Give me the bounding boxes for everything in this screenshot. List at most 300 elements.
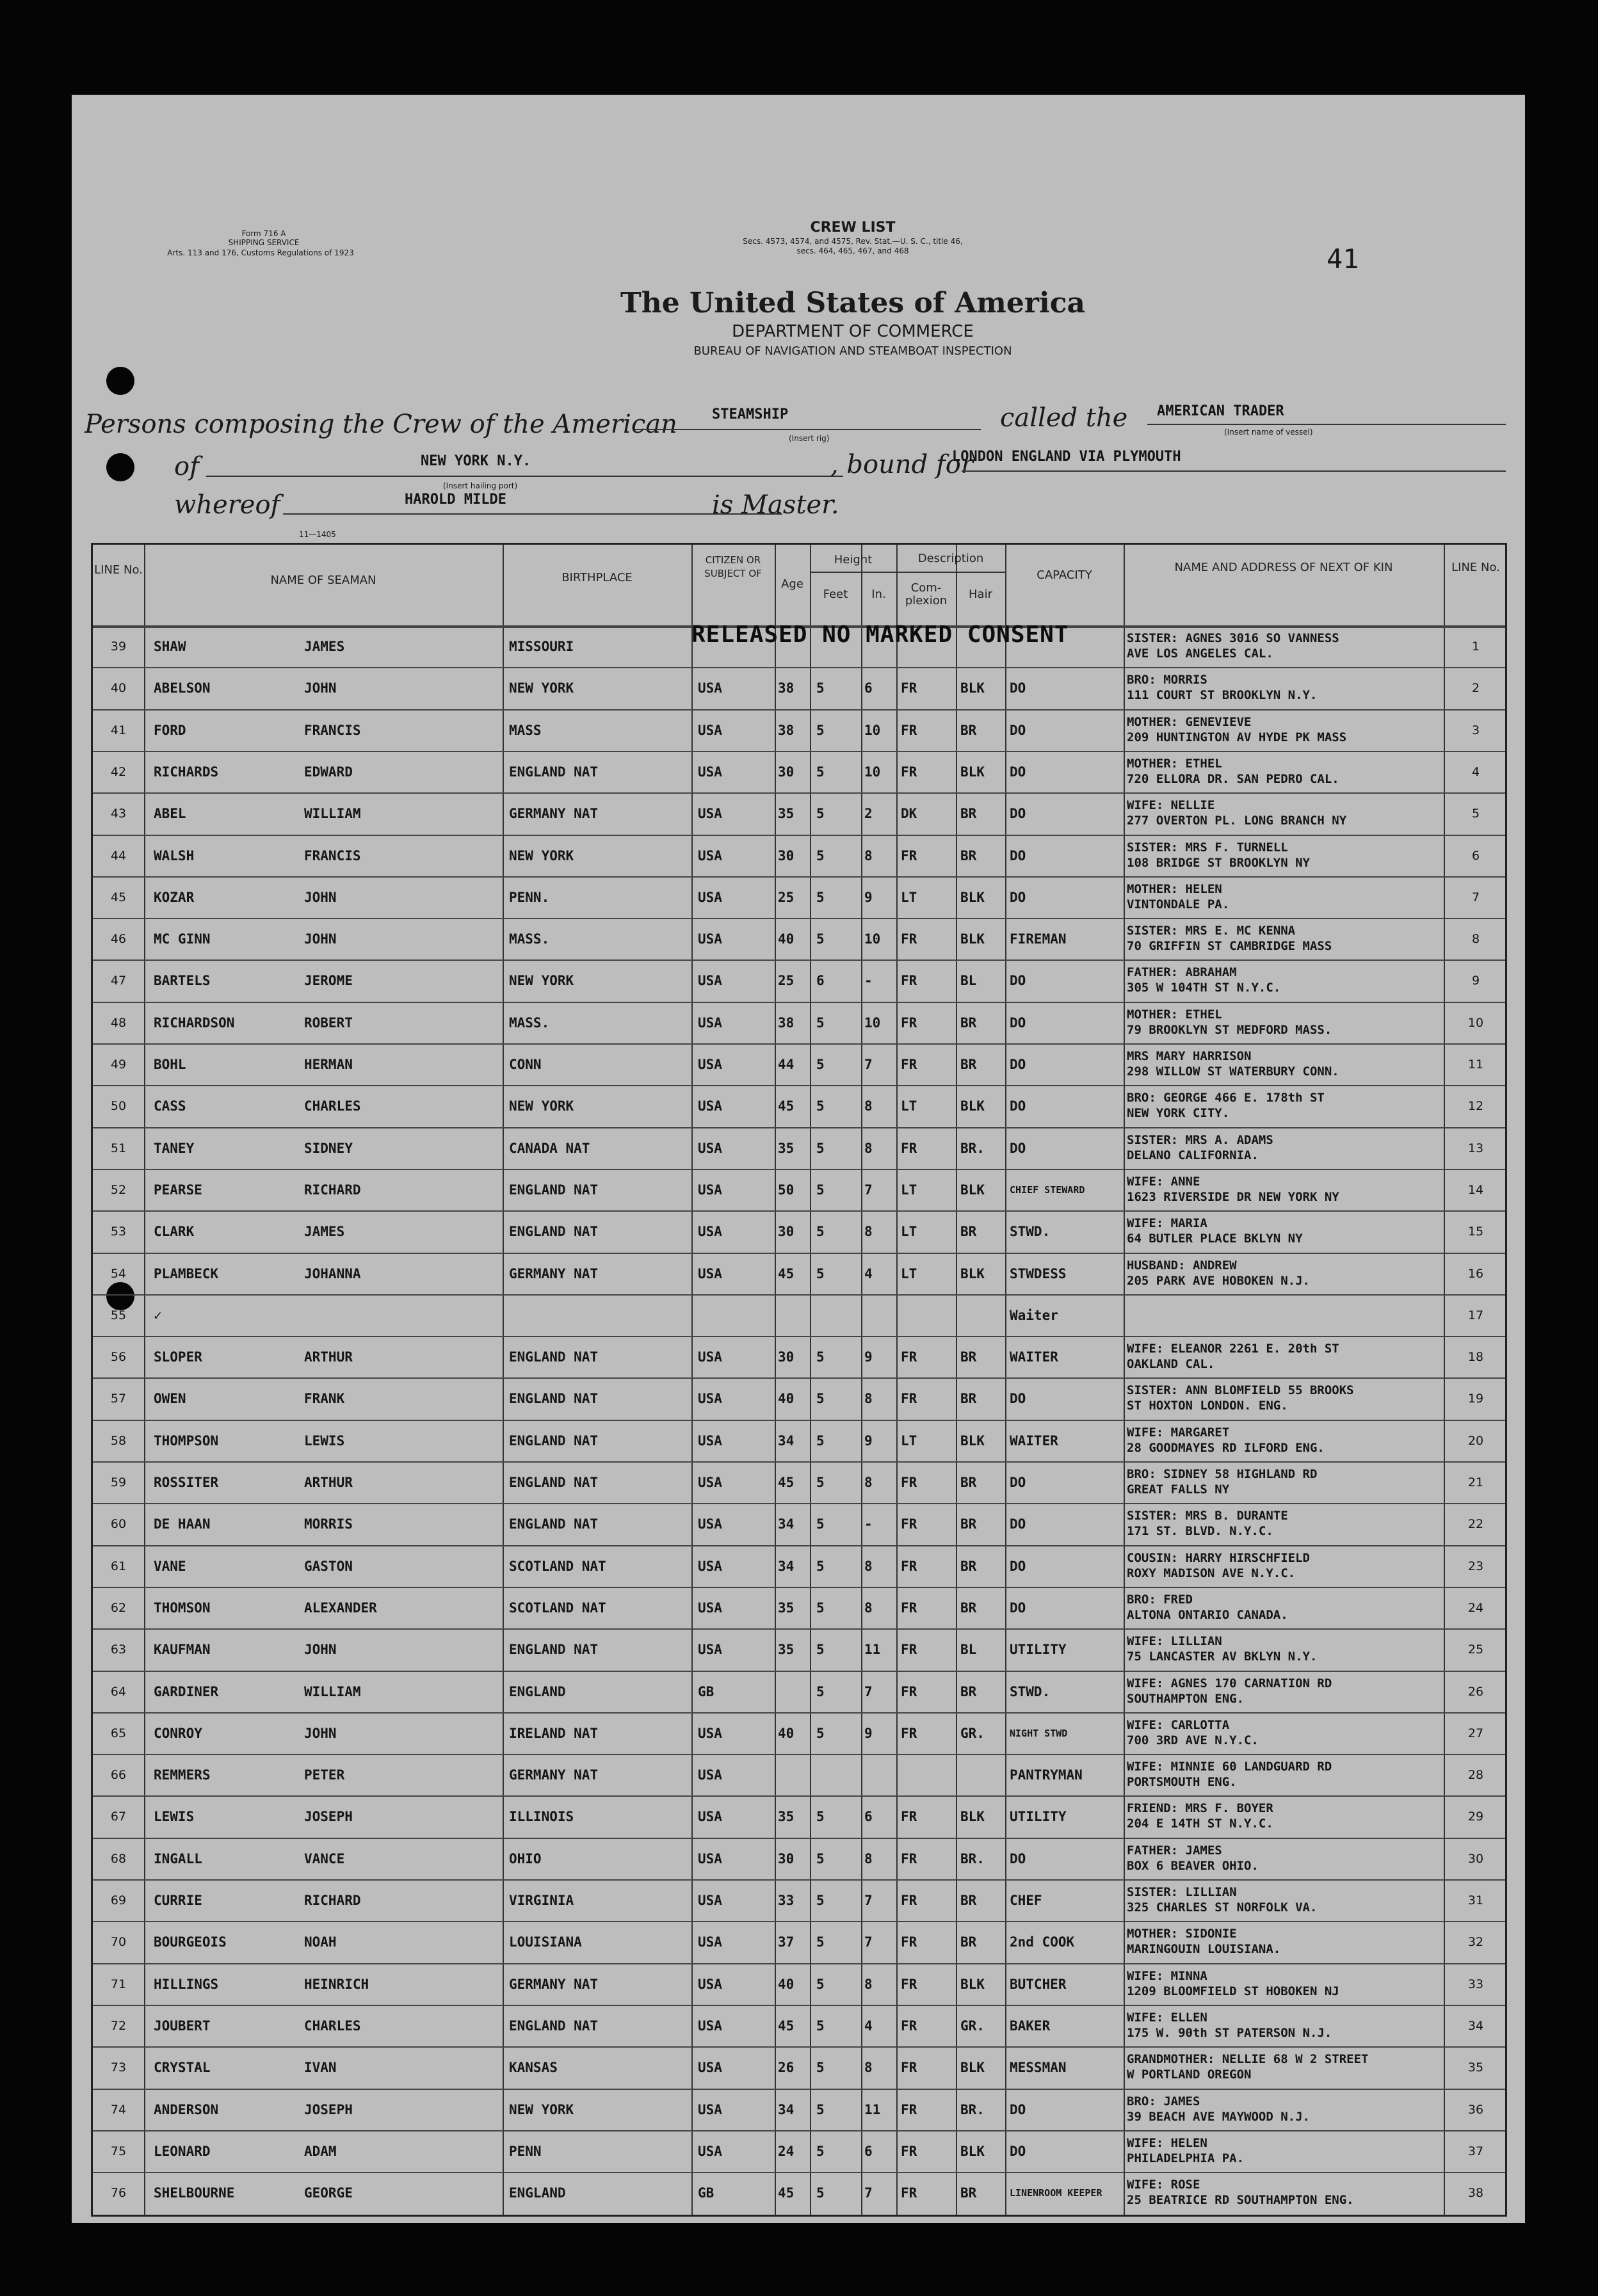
capacity: STWD. (1010, 1683, 1051, 1699)
row-number: 43 (110, 807, 127, 821)
table-row (93, 1589, 1505, 1626)
line-number: 14 (1467, 1182, 1484, 1197)
height-feet: 5 (816, 1057, 825, 1072)
height-inches: 10 (864, 764, 881, 780)
birthplace: MASS. (509, 1015, 550, 1031)
row-number: 71 (110, 1977, 127, 1991)
surname: KOZAR (154, 889, 195, 905)
height-feet: 5 (816, 931, 825, 947)
hair-color: BLK (960, 1976, 985, 1992)
age: 25 (778, 889, 795, 905)
citizenship: USA (698, 764, 722, 780)
citizenship: USA (698, 1809, 722, 1825)
line-number: 35 (1467, 2060, 1484, 2075)
table-row (93, 837, 1505, 874)
row-number: 68 (110, 1851, 127, 1866)
age: 30 (778, 1224, 795, 1240)
row-number: 63 (110, 1642, 127, 1657)
height-inches: 6 (864, 1809, 873, 1825)
height-feet: 5 (816, 2143, 825, 2159)
given-name: JAMES (304, 639, 345, 654)
citizenship: USA (698, 847, 722, 863)
next-of-kin: SISTER: MRS E. MC KENNA 70 GRIFFIN ST CAMBRIDGE MASS (1127, 924, 1332, 954)
surname: ROSSITER (154, 1475, 219, 1490)
complexion: FR (901, 680, 917, 696)
table-row (93, 1171, 1505, 1208)
capacity: DO (1010, 1057, 1026, 1072)
port-caption: (Insert hailing port) (443, 481, 518, 490)
next-of-kin: MRS MARY HARRISON 298 WILLOW ST WATERBURY CONN. (1127, 1049, 1339, 1079)
capacity: WAITER (1010, 1433, 1058, 1449)
surname: CASS (154, 1098, 186, 1114)
birthplace: NEW YORK (509, 973, 574, 989)
age: 34 (778, 1558, 795, 1574)
next-of-kin: BRO: FRED ALTONA ONTARIO CANADA. (1127, 1592, 1288, 1622)
citizenship: USA (698, 1433, 722, 1449)
hair-color: BR (960, 1224, 977, 1240)
age: 25 (778, 973, 795, 989)
age: 38 (778, 722, 795, 738)
hair-color: BR (960, 847, 977, 863)
surname: FORD (154, 722, 186, 738)
surname: REMMERS (154, 1767, 211, 1783)
line-number: 2 (1471, 681, 1480, 696)
complexion: LT (901, 889, 917, 905)
capacity: Waiter (1010, 1307, 1058, 1323)
surname: OWEN (154, 1391, 186, 1407)
capacity: BAKER (1010, 2018, 1051, 2034)
citizenship: USA (698, 1767, 722, 1783)
line-number: 22 (1467, 1517, 1484, 1532)
hair-color: BLK (960, 1098, 985, 1114)
table-row (93, 1756, 1505, 1794)
next-of-kin: COUSIN: HARRY HIRSCHFIELD ROXY MADISON AVE N.Y.C. (1127, 1550, 1310, 1580)
complexion: FR (901, 1642, 917, 1658)
height-inches: 11 (864, 2101, 881, 2117)
age: 40 (778, 931, 795, 947)
hair-color: BR (960, 1015, 977, 1031)
age: 38 (778, 1015, 795, 1031)
height-inches: 4 (864, 2018, 873, 2034)
table-row (93, 1255, 1505, 1292)
birthplace: ENGLAND NAT (509, 1642, 599, 1658)
hair-color: BR (960, 1516, 977, 1532)
given-name: GEORGE (304, 2185, 353, 2201)
next-of-kin: WIFE: ROSE 25 BEATRICE RD SOUTHAMPTON ENG. (1127, 2178, 1354, 2208)
complexion: FR (901, 1893, 917, 1908)
row-number: 74 (110, 2102, 127, 2117)
birthplace: ENGLAND NAT (509, 1516, 599, 1532)
surname: SLOPER (154, 1349, 202, 1365)
age: 35 (778, 1140, 795, 1156)
of-label: of (174, 452, 199, 481)
header-birthplace: BIRTHPLACE (561, 571, 633, 584)
capacity: BUTCHER (1010, 1976, 1067, 1992)
complexion: FR (901, 722, 917, 738)
citizenship: USA (698, 1516, 722, 1532)
height-feet: 5 (816, 1475, 825, 1490)
next-of-kin: BRO: MORRIS 111 COURT ST BROOKLYN N.Y. (1127, 673, 1318, 703)
capacity: DO (1010, 806, 1026, 822)
height-feet: 5 (816, 1224, 825, 1240)
hair-color (960, 1297, 1005, 1334)
hair-color: BLK (960, 1265, 985, 1281)
given-name: ARTHUR (304, 1349, 353, 1365)
complexion: FR (901, 1558, 917, 1574)
citizenship: USA (698, 1140, 722, 1156)
line-number: 33 (1467, 1977, 1484, 1991)
line-number: 29 (1467, 1810, 1484, 1824)
complexion: FR (901, 1475, 917, 1490)
hair-color: GR. (960, 1725, 985, 1741)
row-number: 73 (110, 2060, 127, 2075)
age: 40 (778, 1725, 795, 1741)
birthplace: NEW YORK (509, 2101, 574, 2117)
next-of-kin: SISTER: MRS B. DURANTE 171 ST. BLVD. N.Y.C. (1127, 1509, 1288, 1539)
table-row (93, 1130, 1505, 1167)
line-number: 13 (1467, 1141, 1484, 1155)
citizenship: USA (698, 889, 722, 905)
height-feet: 5 (816, 1140, 825, 1156)
citizenship: USA (698, 931, 722, 947)
birthplace: ENGLAND NAT (509, 1433, 599, 1449)
age: 50 (778, 1182, 795, 1198)
row-number: 50 (110, 1099, 127, 1114)
given-name: JOHANNA (304, 1265, 361, 1281)
surname: KAUFMAN (154, 1642, 211, 1658)
height-inches: 8 (864, 2060, 873, 2076)
complexion: FR (901, 2143, 917, 2159)
age: 35 (778, 1642, 795, 1658)
next-of-kin: WIFE: MINNA 1209 BLOOMFIELD ST HOBOKEN NJ (1127, 1968, 1339, 1998)
header-line-no: LINE No. (94, 563, 143, 577)
table-row (93, 1548, 1505, 1585)
birthplace: KANSAS (509, 2060, 558, 2076)
age: 44 (778, 1057, 795, 1072)
surname: CRYSTAL (154, 2060, 211, 2076)
birthplace: SCOTLAND NAT (509, 1600, 606, 1616)
height-feet: 5 (816, 1349, 825, 1365)
next-of-kin: MOTHER: HELEN VINTONDALE PA. (1127, 881, 1230, 911)
hair-color: BR (960, 1391, 977, 1407)
next-of-kin: SISTER: AGNES 3016 SO VANNESS AVE LOS ANGELES CAL. (1127, 631, 1339, 661)
height-inches: 9 (864, 1349, 873, 1365)
table-row (93, 1422, 1505, 1459)
capacity: CHIEF STEWARD (1010, 1184, 1085, 1196)
given-name: ROBERT (304, 1015, 353, 1031)
citizenship: USA (698, 1015, 722, 1031)
row-number: 52 (110, 1182, 127, 1197)
citizenship: USA (698, 1391, 722, 1407)
form-title: CREW LIST (810, 220, 896, 236)
height-inches (864, 1756, 896, 1794)
next-of-kin: WIFE: AGNES 170 CARNATION RD SOUTHAMPTON ENG. (1127, 1676, 1332, 1706)
hair-color: BLK (960, 2143, 985, 2159)
given-name: LEWIS (304, 1433, 345, 1449)
given-name: JEROME (304, 973, 353, 989)
table-row (93, 1088, 1505, 1125)
surname: SHELBOURNE (154, 2185, 235, 2201)
capacity: DO (1010, 1516, 1026, 1532)
table-row (93, 1923, 1505, 1961)
hair-color: BLK (960, 680, 985, 696)
citizenship: USA (698, 1600, 722, 1616)
line-number: 3 (1471, 723, 1480, 737)
height-feet: 5 (816, 806, 825, 822)
citizenship: USA (698, 1224, 722, 1240)
next-of-kin: FATHER: JAMES BOX 6 BEAVER OHIO. (1127, 1843, 1259, 1873)
whereof-label: whereof (174, 490, 280, 520)
complexion: FR (901, 2101, 917, 2117)
complexion: FR (901, 764, 917, 780)
given-name: JOHN (304, 1642, 337, 1658)
row-number: 45 (110, 890, 127, 904)
hair-color: BR. (960, 2101, 985, 2117)
height-inches: 9 (864, 1433, 873, 1449)
height-inches: 10 (864, 1015, 881, 1031)
height-feet: 5 (816, 1182, 825, 1198)
hair-color: BR (960, 1934, 977, 1950)
line-number: 1 (1471, 639, 1480, 654)
capacity: DO (1010, 1015, 1026, 1031)
given-name: NOAH (304, 1934, 337, 1950)
capacity: DO (1010, 764, 1026, 780)
line-number: 9 (1471, 974, 1480, 988)
crew-line-label: Persons composing the Crew of the American (85, 410, 677, 439)
hair-color: BR (960, 1893, 977, 1908)
header-name: NAME OF SEAMAN (270, 574, 376, 587)
age (778, 1297, 810, 1334)
row-number: 64 (110, 1684, 127, 1699)
complexion: FR (901, 1809, 917, 1825)
birthplace: GERMANY NAT (509, 1265, 599, 1281)
height-inches: 8 (864, 1850, 873, 1867)
surname: WALSH (154, 847, 195, 863)
hair-color: BL (960, 1642, 977, 1658)
hair-color: BLK (960, 1433, 985, 1449)
given-name: ADAM (304, 2143, 337, 2159)
line-number: 6 (1471, 848, 1480, 863)
age: 45 (778, 2185, 795, 2201)
header-capacity: CAPACITY (1037, 568, 1092, 582)
vessel-rig: STEAMSHIP (712, 406, 789, 422)
citizenship: USA (698, 1642, 722, 1658)
age: 30 (778, 764, 795, 780)
capacity: DO (1010, 1475, 1026, 1490)
height-feet: 5 (816, 1600, 825, 1616)
row-number: 40 (110, 681, 127, 696)
table-row (93, 1380, 1505, 1417)
given-name: JAMES (304, 1224, 345, 1240)
complexion: FR (901, 1349, 917, 1365)
hair-color: BLK (960, 931, 985, 947)
given-name: WILLIAM (304, 1683, 361, 1699)
birthplace: ILLINOIS (509, 1809, 574, 1825)
complexion (901, 1756, 956, 1794)
table-row (93, 712, 1505, 749)
birthplace: ENGLAND NAT (509, 1391, 599, 1407)
next-of-kin: MOTHER: ETHEL 720 ELLORA DR. SAN PEDRO CAL. (1127, 756, 1339, 786)
bureau: BUREAU OF NAVIGATION AND STEAMBOAT INSPECTION (693, 344, 1012, 358)
height-feet: 5 (816, 764, 825, 780)
complexion: FR (901, 1015, 917, 1031)
citizenship (698, 1297, 775, 1334)
height-feet: 5 (816, 1433, 825, 1449)
next-of-kin: SISTER: ANN BLOMFIELD 55 BROOKS ST HOXTON LONDON. ENG. (1127, 1383, 1354, 1413)
line-number: 5 (1471, 807, 1480, 821)
given-name: RICHARD (304, 1182, 361, 1198)
next-of-kin: WIFE: NELLIE 277 OVERTON PL. LONG BRANCH NY (1127, 798, 1347, 828)
line-number: 27 (1467, 1726, 1484, 1740)
table-row (93, 1297, 1505, 1334)
birthplace: ENGLAND (509, 2185, 566, 2201)
complexion: FR (901, 2018, 917, 2034)
height-feet: 5 (816, 1516, 825, 1532)
complexion: LT (901, 1265, 917, 1281)
hair-color: BR. (960, 1140, 985, 1156)
age: 37 (778, 1934, 795, 1950)
header-age: Age (781, 577, 803, 591)
row-number: 67 (110, 1810, 127, 1824)
birthplace: ENGLAND NAT (509, 1224, 599, 1240)
birthplace: MASS (509, 722, 542, 738)
citizenship: USA (698, 1182, 722, 1198)
hair-color: BL (960, 973, 977, 989)
birthplace: MISSOURI (509, 639, 574, 654)
citizenship: USA (698, 1265, 722, 1281)
line-number: 37 (1467, 2144, 1484, 2158)
citizenship: USA (698, 2060, 722, 2076)
citizenship: USA (698, 973, 722, 989)
hair-color: GR. (960, 2018, 985, 2034)
surname: LEWIS (154, 1809, 195, 1825)
birthplace: VIRGINIA (509, 1893, 574, 1908)
birthplace: ENGLAND NAT (509, 2018, 599, 2034)
surname: ANDERSON (154, 2101, 219, 2117)
birthplace: NEW YORK (509, 847, 574, 863)
master-label: is Master. (712, 490, 839, 520)
country-heading: The United States of America (620, 287, 1086, 319)
birthplace: SCOTLAND NAT (509, 1558, 606, 1574)
citizenship: USA (698, 1850, 722, 1867)
birthplace: ENGLAND NAT (509, 1475, 599, 1490)
surname: PEARSE (154, 1182, 202, 1198)
row-number: 72 (110, 2018, 127, 2033)
age: 40 (778, 1976, 795, 1992)
height-feet: 5 (816, 1809, 825, 1825)
statute-reference: Secs. 4573, 4574, and 4575, Rev. Stat.—U. S. C., title 46, (743, 237, 963, 246)
line-number: 11 (1467, 1057, 1484, 1072)
birthplace: PENN. (509, 889, 550, 905)
surname: ✓ (154, 1307, 162, 1323)
citizenship: USA (698, 1976, 722, 1992)
row-number: 58 (110, 1433, 127, 1448)
citizenship: GB (698, 2185, 714, 2201)
given-name: HEINRICH (304, 1976, 369, 1992)
birthplace: NEW YORK (509, 680, 574, 696)
header-next-of-kin: NAME AND ADDRESS OF NEXT OF KIN (1174, 561, 1393, 574)
birthplace: ENGLAND NAT (509, 1349, 599, 1365)
complexion: FR (901, 2185, 917, 2201)
row-number: 46 (110, 932, 127, 947)
citizenship: USA (698, 2018, 722, 2034)
destination: LONDON ENGLAND VIA PLYMOUTH (952, 449, 1181, 465)
statute-sections: secs. 464, 465, 467, and 468 (796, 246, 909, 255)
citizenship: USA (698, 1475, 722, 1490)
line-number: 20 (1467, 1433, 1484, 1448)
capacity: DO (1010, 1600, 1026, 1616)
surname: DE HAAN (154, 1516, 211, 1532)
height-inches: 9 (864, 1725, 873, 1741)
height-inches: - (864, 973, 873, 989)
surname: SHAW (154, 639, 186, 654)
form-service: SHIPPING SERVICE (228, 238, 300, 247)
complexion: FR (901, 1140, 917, 1156)
given-name: FRANCIS (304, 722, 361, 738)
age (778, 1673, 810, 1710)
complexion: FR (901, 1850, 917, 1867)
capacity: DO (1010, 722, 1026, 738)
height-feet: 5 (816, 1893, 825, 1908)
complexion: FR (901, 847, 917, 863)
given-name: CHARLES (304, 1098, 361, 1114)
table-row (93, 2091, 1505, 2128)
birthplace: OHIO (509, 1850, 542, 1867)
next-of-kin: GRANDMOTHER: NELLIE 68 W 2 STREET W PORTLAND OREGON (1127, 2052, 1369, 2082)
line-number: 34 (1467, 2018, 1484, 2033)
citizenship: USA (698, 1349, 722, 1365)
hair-color: BR (960, 1057, 977, 1072)
height-inches: 7 (864, 1683, 873, 1699)
surname: ABEL (154, 806, 186, 822)
capacity: MESSMAN (1010, 2060, 1067, 2076)
vessel-name: AMERICAN TRADER (1157, 403, 1284, 419)
capacity: DO (1010, 1098, 1026, 1114)
surname: GARDINER (154, 1683, 219, 1699)
punch-hole (106, 453, 134, 481)
next-of-kin: WIFE: ELLEN 175 W. 90th ST PATERSON N.J. (1127, 2010, 1332, 2040)
row-number: 54 (110, 1266, 127, 1281)
surname: VANE (154, 1558, 186, 1574)
capacity: DO (1010, 973, 1026, 989)
surname: TANEY (154, 1140, 195, 1156)
table-row (93, 879, 1505, 916)
table-row (93, 920, 1505, 958)
complexion: FR (901, 973, 917, 989)
given-name: GASTON (304, 1558, 353, 1574)
age: 34 (778, 2101, 795, 2117)
table-row (93, 1966, 1505, 2003)
hair-color: BR. (960, 1850, 985, 1867)
height-feet: 5 (816, 1976, 825, 1992)
surname: BOHL (154, 1057, 186, 1072)
form-number: Form 716 A (241, 229, 286, 238)
height-inches: 8 (864, 1558, 873, 1574)
table-row (93, 2007, 1505, 2044)
height-feet: 5 (816, 722, 825, 738)
next-of-kin: WIFE: MINNIE 60 LANDGUARD RD PORTSMOUTH ENG. (1127, 1760, 1332, 1790)
birthplace: GERMANY NAT (509, 806, 599, 822)
table-row (93, 670, 1505, 707)
given-name: VANCE (304, 1850, 345, 1867)
birthplace: CANADA NAT (509, 1140, 590, 1156)
page-number: 41 (1327, 243, 1359, 275)
line-number: 10 (1467, 1015, 1484, 1030)
line-number: 32 (1467, 1935, 1484, 1950)
hair-color: BLK (960, 1809, 985, 1825)
height-feet: 5 (816, 1725, 825, 1741)
height-inches: 11 (864, 1642, 881, 1658)
